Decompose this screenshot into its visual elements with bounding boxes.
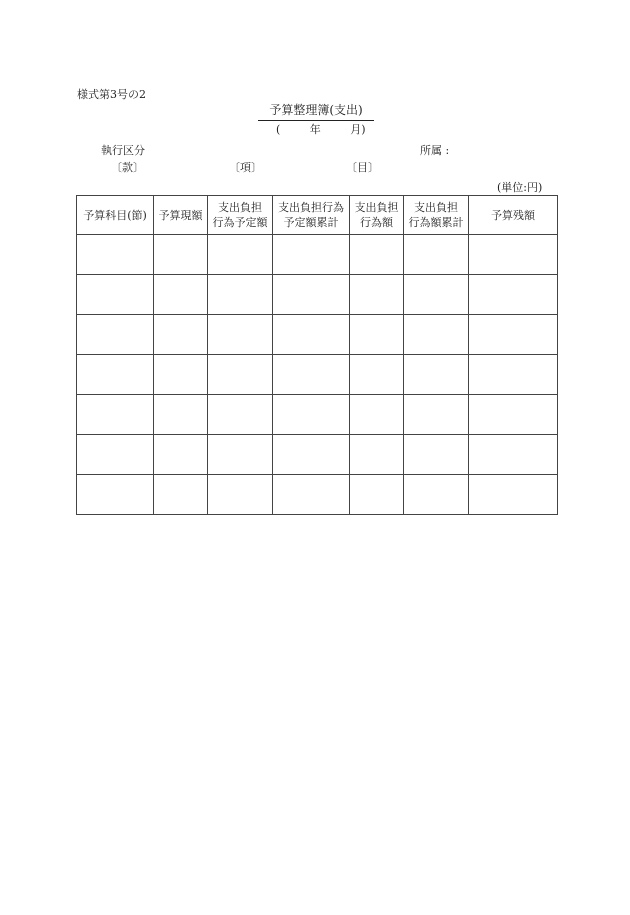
table-cell[interactable] xyxy=(404,435,469,475)
table-cell[interactable] xyxy=(77,315,154,355)
unit-label: (単位:円) xyxy=(497,181,543,194)
column-header: 支出負担 行為額累計 xyxy=(404,196,469,235)
table-cell[interactable] xyxy=(350,315,404,355)
table-cell[interactable] xyxy=(273,275,350,315)
table-cell[interactable] xyxy=(77,275,154,315)
table-cell[interactable] xyxy=(469,395,558,435)
table-cell[interactable] xyxy=(77,235,154,275)
table-cell[interactable] xyxy=(208,315,273,355)
table-cell[interactable] xyxy=(154,315,208,355)
period-line xyxy=(276,121,366,137)
table-cell[interactable] xyxy=(404,235,469,275)
period-year-label: 年 xyxy=(309,123,321,136)
table-cell[interactable] xyxy=(208,395,273,435)
table-cell[interactable] xyxy=(154,235,208,275)
table-row xyxy=(77,475,558,515)
table-row xyxy=(77,235,558,275)
execution-category-label: 執行区分 xyxy=(101,144,145,157)
column-header: 予算残額 xyxy=(469,196,558,235)
budget-ledger-table xyxy=(76,195,558,515)
title-block xyxy=(258,101,374,121)
table-cell[interactable] xyxy=(208,275,273,315)
table-cell[interactable] xyxy=(273,235,350,275)
column-header: 予算科目(節) xyxy=(77,196,154,235)
table-cell[interactable] xyxy=(273,435,350,475)
table-cell[interactable] xyxy=(208,355,273,395)
table-cell[interactable] xyxy=(208,475,273,515)
table-row xyxy=(77,395,558,435)
affiliation-label: 所属 : xyxy=(420,144,450,157)
table-cell[interactable] xyxy=(404,275,469,315)
table-cell[interactable] xyxy=(469,275,558,315)
form-number: 様式第3号の2 xyxy=(77,88,146,101)
table-row xyxy=(77,315,558,355)
budget-item-kou: 〔項〕 xyxy=(229,161,262,174)
table-cell[interactable] xyxy=(154,275,208,315)
column-header: 支出負担行為 予定額累計 xyxy=(273,196,350,235)
table-cell[interactable] xyxy=(273,395,350,435)
period-open-paren: ( xyxy=(276,123,281,136)
table-cell[interactable] xyxy=(273,475,350,515)
column-header: 支出負担 行為予定額 xyxy=(208,196,273,235)
table-row xyxy=(77,355,558,395)
period-month-label: 月) xyxy=(350,123,366,136)
table-cell[interactable] xyxy=(208,435,273,475)
table-cell[interactable] xyxy=(350,435,404,475)
table-cell[interactable] xyxy=(404,355,469,395)
table-cell[interactable] xyxy=(77,355,154,395)
column-header: 支出負担 行為額 xyxy=(350,196,404,235)
table-cell[interactable] xyxy=(77,475,154,515)
table-body xyxy=(77,235,558,515)
table-cell[interactable] xyxy=(469,435,558,475)
table-cell[interactable] xyxy=(469,475,558,515)
column-header: 予算現額 xyxy=(154,196,208,235)
table-cell[interactable] xyxy=(350,475,404,515)
table-cell[interactable] xyxy=(154,435,208,475)
table-cell[interactable] xyxy=(77,395,154,435)
table-cell[interactable] xyxy=(273,355,350,395)
table-cell[interactable] xyxy=(404,395,469,435)
table-header-row xyxy=(77,196,558,235)
table-cell[interactable] xyxy=(208,235,273,275)
table-cell[interactable] xyxy=(469,315,558,355)
table-cell[interactable] xyxy=(404,315,469,355)
table-cell[interactable] xyxy=(404,475,469,515)
table-row xyxy=(77,435,558,475)
table-cell[interactable] xyxy=(154,475,208,515)
table-cell[interactable] xyxy=(350,395,404,435)
document-title: 予算整理簿(支出) xyxy=(258,101,374,121)
table-cell[interactable] xyxy=(350,235,404,275)
budget-item-kan: 〔款〕 xyxy=(111,161,144,174)
table-row xyxy=(77,275,558,315)
table-cell[interactable] xyxy=(154,355,208,395)
table-cell[interactable] xyxy=(350,275,404,315)
table-cell[interactable] xyxy=(77,435,154,475)
table-cell[interactable] xyxy=(154,395,208,435)
table-cell[interactable] xyxy=(469,235,558,275)
table-cell[interactable] xyxy=(350,355,404,395)
table-cell[interactable] xyxy=(273,315,350,355)
table-cell[interactable] xyxy=(469,355,558,395)
budget-item-moku: 〔目〕 xyxy=(346,161,379,174)
